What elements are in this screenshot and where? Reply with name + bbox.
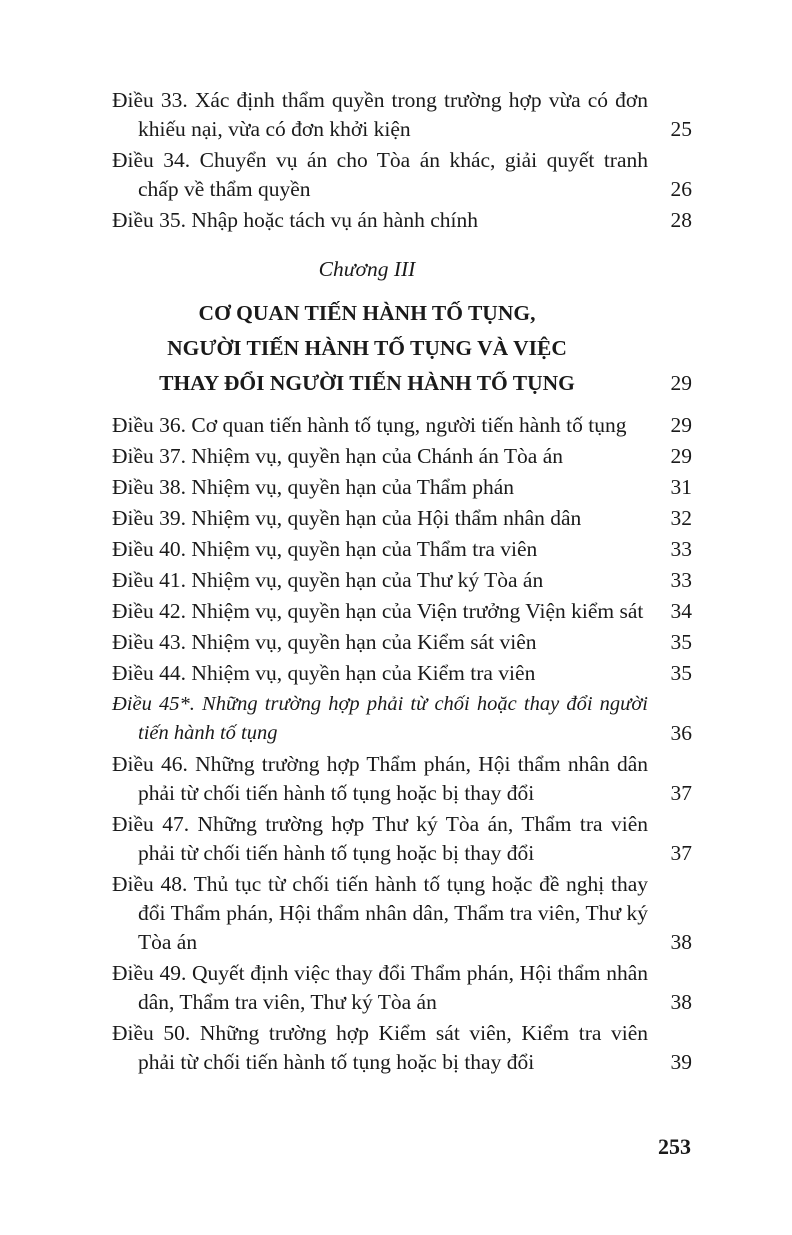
toc-entry-page: 29 bbox=[670, 444, 692, 468]
toc-entry-page: 38 bbox=[670, 990, 692, 1014]
toc-list-bottom bbox=[112, 411, 692, 1077]
toc-entry-title: Điều 41. Nhiệm vụ, quyền hạn của Thư ký Tòa án bbox=[112, 568, 544, 592]
toc-entry bbox=[112, 690, 692, 748]
toc-entry-page: 36 bbox=[670, 721, 692, 745]
page-number: 253 bbox=[658, 1134, 691, 1159]
toc-entry bbox=[112, 504, 692, 533]
toc-entry bbox=[112, 411, 692, 440]
chapter-heading bbox=[112, 255, 692, 401]
toc-entry-page: 34 bbox=[670, 599, 692, 623]
toc-entry-page: 35 bbox=[670, 630, 692, 654]
chapter-title-line: CƠ QUAN TIẾN HÀNH TỐ TỤNG, bbox=[198, 301, 536, 325]
toc-entry-title: Điều 37. Nhiệm vụ, quyền hạn của Chánh án Tòa án bbox=[112, 444, 563, 468]
toc-entry-page: 32 bbox=[670, 506, 692, 530]
toc-entry bbox=[112, 750, 692, 808]
toc-entry bbox=[112, 535, 692, 564]
toc-entry-page: 37 bbox=[670, 781, 692, 805]
toc-entry-title: Điều 49. Quyết định việc thay đổi Thẩm phán, Hội thẩm nhân dân, Thẩm tra viên, Thư ký Tòa án bbox=[112, 961, 648, 1014]
toc-entry-title: Điều 45*. Những trường hợp phải từ chối hoặc thay đổi người tiến hành tố tụng bbox=[112, 693, 648, 744]
toc-entry-page: 37 bbox=[670, 841, 692, 865]
toc-entry-page: 38 bbox=[670, 930, 692, 954]
chapter-title-line: THAY ĐỔI NGƯỜI TIẾN HÀNH TỐ TỤNG bbox=[159, 371, 575, 395]
toc-entry-title: Điều 42. Nhiệm vụ, quyền hạn của Viện trưởng Viện kiểm sát bbox=[112, 599, 644, 623]
toc-entry-title: Điều 36. Cơ quan tiến hành tố tụng, người tiến hành tố tụng bbox=[112, 413, 627, 437]
toc-entry bbox=[112, 959, 692, 1017]
toc-entry bbox=[112, 442, 692, 471]
toc-entry bbox=[112, 473, 692, 502]
chapter-title bbox=[112, 296, 692, 401]
toc-entry-title: Điều 35. Nhập hoặc tách vụ án hành chính bbox=[112, 208, 478, 232]
toc-entry-title: Điều 33. Xác định thẩm quyền trong trường hợp vừa có đơn khiếu nại, vừa có đơn khởi kiện bbox=[112, 88, 648, 141]
toc-entry bbox=[112, 810, 692, 868]
toc-entry-title: Điều 48. Thủ tục từ chối tiến hành tố tụng hoặc đề nghị thay đổi Thẩm phán, Hội thẩm nhân dân, Thẩm tra viên, Thư ký Tòa án bbox=[112, 872, 648, 954]
toc-entry-title: Điều 46. Những trường hợp Thẩm phán, Hội thẩm nhân dân phải từ chối tiến hành tố tụng hoặc bị thay đổi bbox=[112, 752, 648, 805]
toc-entry-page: 33 bbox=[670, 537, 692, 561]
toc-entry-page: 33 bbox=[670, 568, 692, 592]
toc-list-top bbox=[112, 86, 692, 235]
toc-entry bbox=[112, 628, 692, 657]
toc-entry bbox=[112, 206, 692, 235]
toc-entry bbox=[112, 870, 692, 957]
toc-entry-title: Điều 34. Chuyển vụ án cho Tòa án khác, giải quyết tranh chấp về thẩm quyền bbox=[112, 148, 648, 201]
toc-entry-title: Điều 50. Những trường hợp Kiểm sát viên, Kiểm tra viên phải từ chối tiến hành tố tụng hoặc bị thay đổi bbox=[112, 1021, 648, 1074]
toc-entry bbox=[112, 86, 692, 144]
table-of-contents bbox=[112, 86, 692, 1079]
toc-entry-page: 25 bbox=[670, 117, 692, 141]
toc-entry-page: 26 bbox=[670, 177, 692, 201]
chapter-title-line: NGƯỜI TIẾN HÀNH TỐ TỤNG VÀ VIỆC bbox=[167, 336, 567, 360]
toc-entry-page: 31 bbox=[670, 475, 692, 499]
toc-entry bbox=[112, 659, 692, 688]
toc-entry-title: Điều 38. Nhiệm vụ, quyền hạn của Thẩm phán bbox=[112, 475, 515, 499]
toc-entry-page: 35 bbox=[670, 661, 692, 685]
toc-entry-title: Điều 40. Nhiệm vụ, quyền hạn của Thẩm tra viên bbox=[112, 537, 538, 561]
toc-entry-page: 28 bbox=[670, 208, 692, 232]
toc-entry-page: 39 bbox=[670, 1050, 692, 1074]
toc-entry-title: Điều 39. Nhiệm vụ, quyền hạn của Hội thẩm nhân dân bbox=[112, 506, 582, 530]
toc-entry bbox=[112, 1019, 692, 1077]
chapter-page-number: 29 bbox=[670, 371, 692, 395]
chapter-label: Chương III bbox=[318, 257, 416, 281]
toc-entry-page: 29 bbox=[670, 413, 692, 437]
toc-entry bbox=[112, 566, 692, 595]
toc-entry bbox=[112, 597, 692, 626]
toc-entry-title: Điều 47. Những trường hợp Thư ký Tòa án, Thẩm tra viên phải từ chối tiến hành tố tụng hoặc bị thay đổi bbox=[112, 812, 648, 865]
toc-entry bbox=[112, 146, 692, 204]
toc-entry-title: Điều 44. Nhiệm vụ, quyền hạn của Kiểm tra viên bbox=[112, 661, 536, 685]
toc-entry-title: Điều 43. Nhiệm vụ, quyền hạn của Kiểm sát viên bbox=[112, 630, 537, 654]
